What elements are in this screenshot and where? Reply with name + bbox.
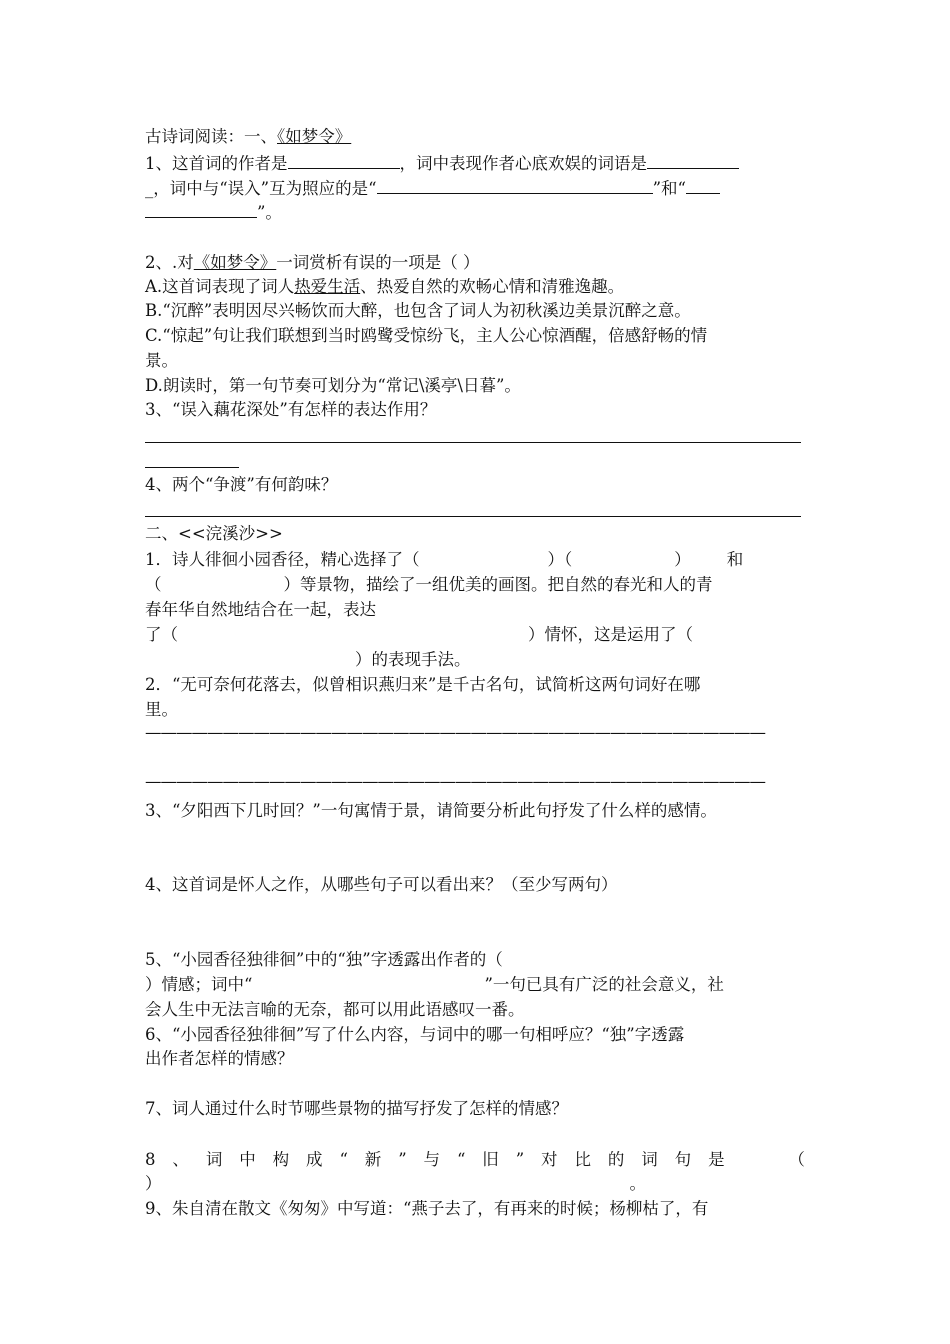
s2-q2-answer-dashes-1[interactable]: ———————————————————————————————————————— [145, 723, 765, 742]
s2-q2-line2: 里。 [145, 700, 178, 719]
q8-char: 旧 [482, 1150, 499, 1169]
q8-char: 与 [423, 1150, 441, 1169]
q8-char: 新 [364, 1150, 382, 1169]
q8-char: 8 [145, 1150, 156, 1169]
s2-q7-question: 7、词人通过什么时节哪些景物的描写抒发了怎样的情感？ [145, 1099, 568, 1118]
q8-char: “ [456, 1150, 466, 1169]
option-underlined-text: 热爱生活 [294, 277, 361, 296]
s2-q1-line5: ）的表现手法。 [355, 650, 471, 669]
q8-char: 成 [306, 1150, 323, 1169]
s2-q9-line1: 9、朱自清在散文《匆匆》中写道：“燕子去了，有再来的时候；杨柳枯了，有 [145, 1199, 709, 1218]
q1-line1 [145, 152, 739, 175]
q8-char: 的 [607, 1150, 625, 1169]
s2-q8-line1 [145, 1149, 805, 1171]
s2-q8-text: 。 [629, 1174, 646, 1193]
option-text: A.这首词表现了词人 [145, 277, 295, 296]
s2-q1-text: ）情怀，这是运用了（ [528, 625, 693, 644]
s2-q5-text: ）情感；词中“ [145, 975, 253, 994]
q8-char: “ [339, 1150, 348, 1169]
s2-q2-line1: 2．“无可奈何花落去，似曾相识燕归来”是千古名句，试简析这两句词好在哪 [145, 675, 701, 694]
q2-poem-title: 《如梦令》 [193, 253, 277, 272]
s2-q5-text: ”一句已具有广泛的社会意义，社 [484, 975, 724, 994]
q8-char: 、 [172, 1150, 189, 1169]
s2-q5-line1: 5、“小园香径独徘徊”中的“独”字透露出作者的（ [145, 950, 503, 969]
s2-q1-text: ） [674, 550, 691, 569]
heading-prefix: 古诗词阅读：一、 [145, 127, 277, 146]
s2-q1-line3: 春年华自然地结合在一起，表达 [145, 600, 376, 619]
q1-echo-blank-2a[interactable] [686, 177, 720, 194]
s2-q5-line2 [145, 974, 724, 996]
q3-question: 3、“误入藕花深处”有怎样的表达作用？ [145, 400, 437, 419]
s2-q4-question: 4、这首词是怀人之作，从哪些句子可以看出来？（至少写两句） [145, 875, 618, 894]
section2-heading: 二、<<浣溪沙>> [145, 524, 283, 543]
s2-q1-text: 了（ [145, 625, 178, 644]
s2-q1-text: 和 [726, 550, 744, 569]
q8-char: 是 [708, 1150, 725, 1169]
q2-stem [145, 252, 480, 274]
q1-text: ，词中表现作者心底欢娱的词语是 [399, 154, 647, 173]
q1-text: 1、这首词的作者是 [145, 154, 288, 173]
q8-char: 中 [239, 1150, 256, 1169]
q8-char: （ [788, 1150, 805, 1169]
s2-q8-text: ） [145, 1174, 162, 1193]
s2-q6-line2: 出作者怎样的情感？ [145, 1049, 294, 1068]
s2-q1-line1 [145, 549, 743, 571]
q1-text: ”。 [257, 203, 282, 222]
s2-q1-text: （ [145, 575, 162, 594]
s2-q1-text: 1．诗人徘徊小园香径，精心选择了（ [145, 550, 420, 569]
s2-q1-line4 [145, 624, 693, 646]
q8-char: 构 [272, 1150, 290, 1169]
q8-char: 比 [574, 1150, 591, 1169]
q1-echo-blank-1[interactable] [377, 177, 653, 194]
q1-text: _，词中与“误入”互为照应的是“ [145, 179, 377, 198]
s2-q6-line1: 6、“小园香径独徘徊”写了什么内容，与词中的哪一句相呼应？“独”字透露 [145, 1025, 685, 1044]
s2-q2-answer-dashes-2[interactable]: ———————————————————————————————————————— [145, 772, 765, 791]
q8-char: 对 [541, 1150, 558, 1169]
section1-heading [145, 126, 351, 148]
option-text: 、热爱自然的欢畅心情和清雅逸趣。 [360, 277, 625, 296]
q1-author-blank[interactable] [288, 152, 400, 169]
q4-question: 4、两个“争渡”有何韵味？ [145, 475, 338, 494]
q2-option-c-cont: 景。 [145, 351, 178, 370]
q2-text: 2、.对 [145, 253, 194, 272]
q8-char: 句 [674, 1150, 692, 1169]
q2-option-b[interactable]: B.“沉醉”表明因尽兴畅饮而大醉，也包含了词人为初秋溪边美景沉醉之意。 [145, 301, 691, 320]
s2-q8-line2 [145, 1173, 646, 1195]
q4-answer-line[interactable] [145, 516, 801, 517]
s2-q1-text: ）等景物，描绘了一组优美的画图。把自然的春光和人的青 [283, 575, 713, 594]
q2-option-d[interactable]: D.朗读时，第一句节奏可划分为“常记\溪亭\日暮”。 [145, 376, 521, 395]
q2-option-c[interactable]: C.“惊起”句让我们联想到当时鸥鹭受惊纷飞，主人公心惊酒醒，倍感舒畅的情 [145, 326, 708, 345]
q3-answer-line-1[interactable] [145, 442, 801, 443]
s2-q3-question: 3、“夕阳西下几时回？”一句寓情于景，请简要分析此句抒发了什么样的感情。 [145, 801, 717, 820]
q2-option-a[interactable] [145, 276, 624, 298]
q3-answer-line-2[interactable] [145, 467, 239, 468]
q2-text: 一词赏析有误的一项是（ ） [276, 253, 480, 272]
q1-text: ”和“ [652, 179, 686, 198]
q8-char: ” [515, 1150, 525, 1169]
q8-char: ” [398, 1150, 407, 1169]
q8-char: 词 [205, 1150, 223, 1169]
q1-echo-blank-2b[interactable] [145, 201, 257, 218]
q1-joy-word-blank[interactable] [647, 152, 739, 169]
s2-q1-line2 [145, 574, 713, 596]
s2-q1-text: ）（ [547, 550, 573, 569]
q1-line3 [145, 201, 282, 224]
q8-char: 词 [641, 1150, 658, 1169]
s2-q5-line3: 会人生中无法言喻的无奈，都可以用此语感叹一番。 [145, 1000, 525, 1019]
q1-line2 [145, 177, 720, 200]
poem-title-rumengling: 《如梦令》 [277, 127, 352, 146]
